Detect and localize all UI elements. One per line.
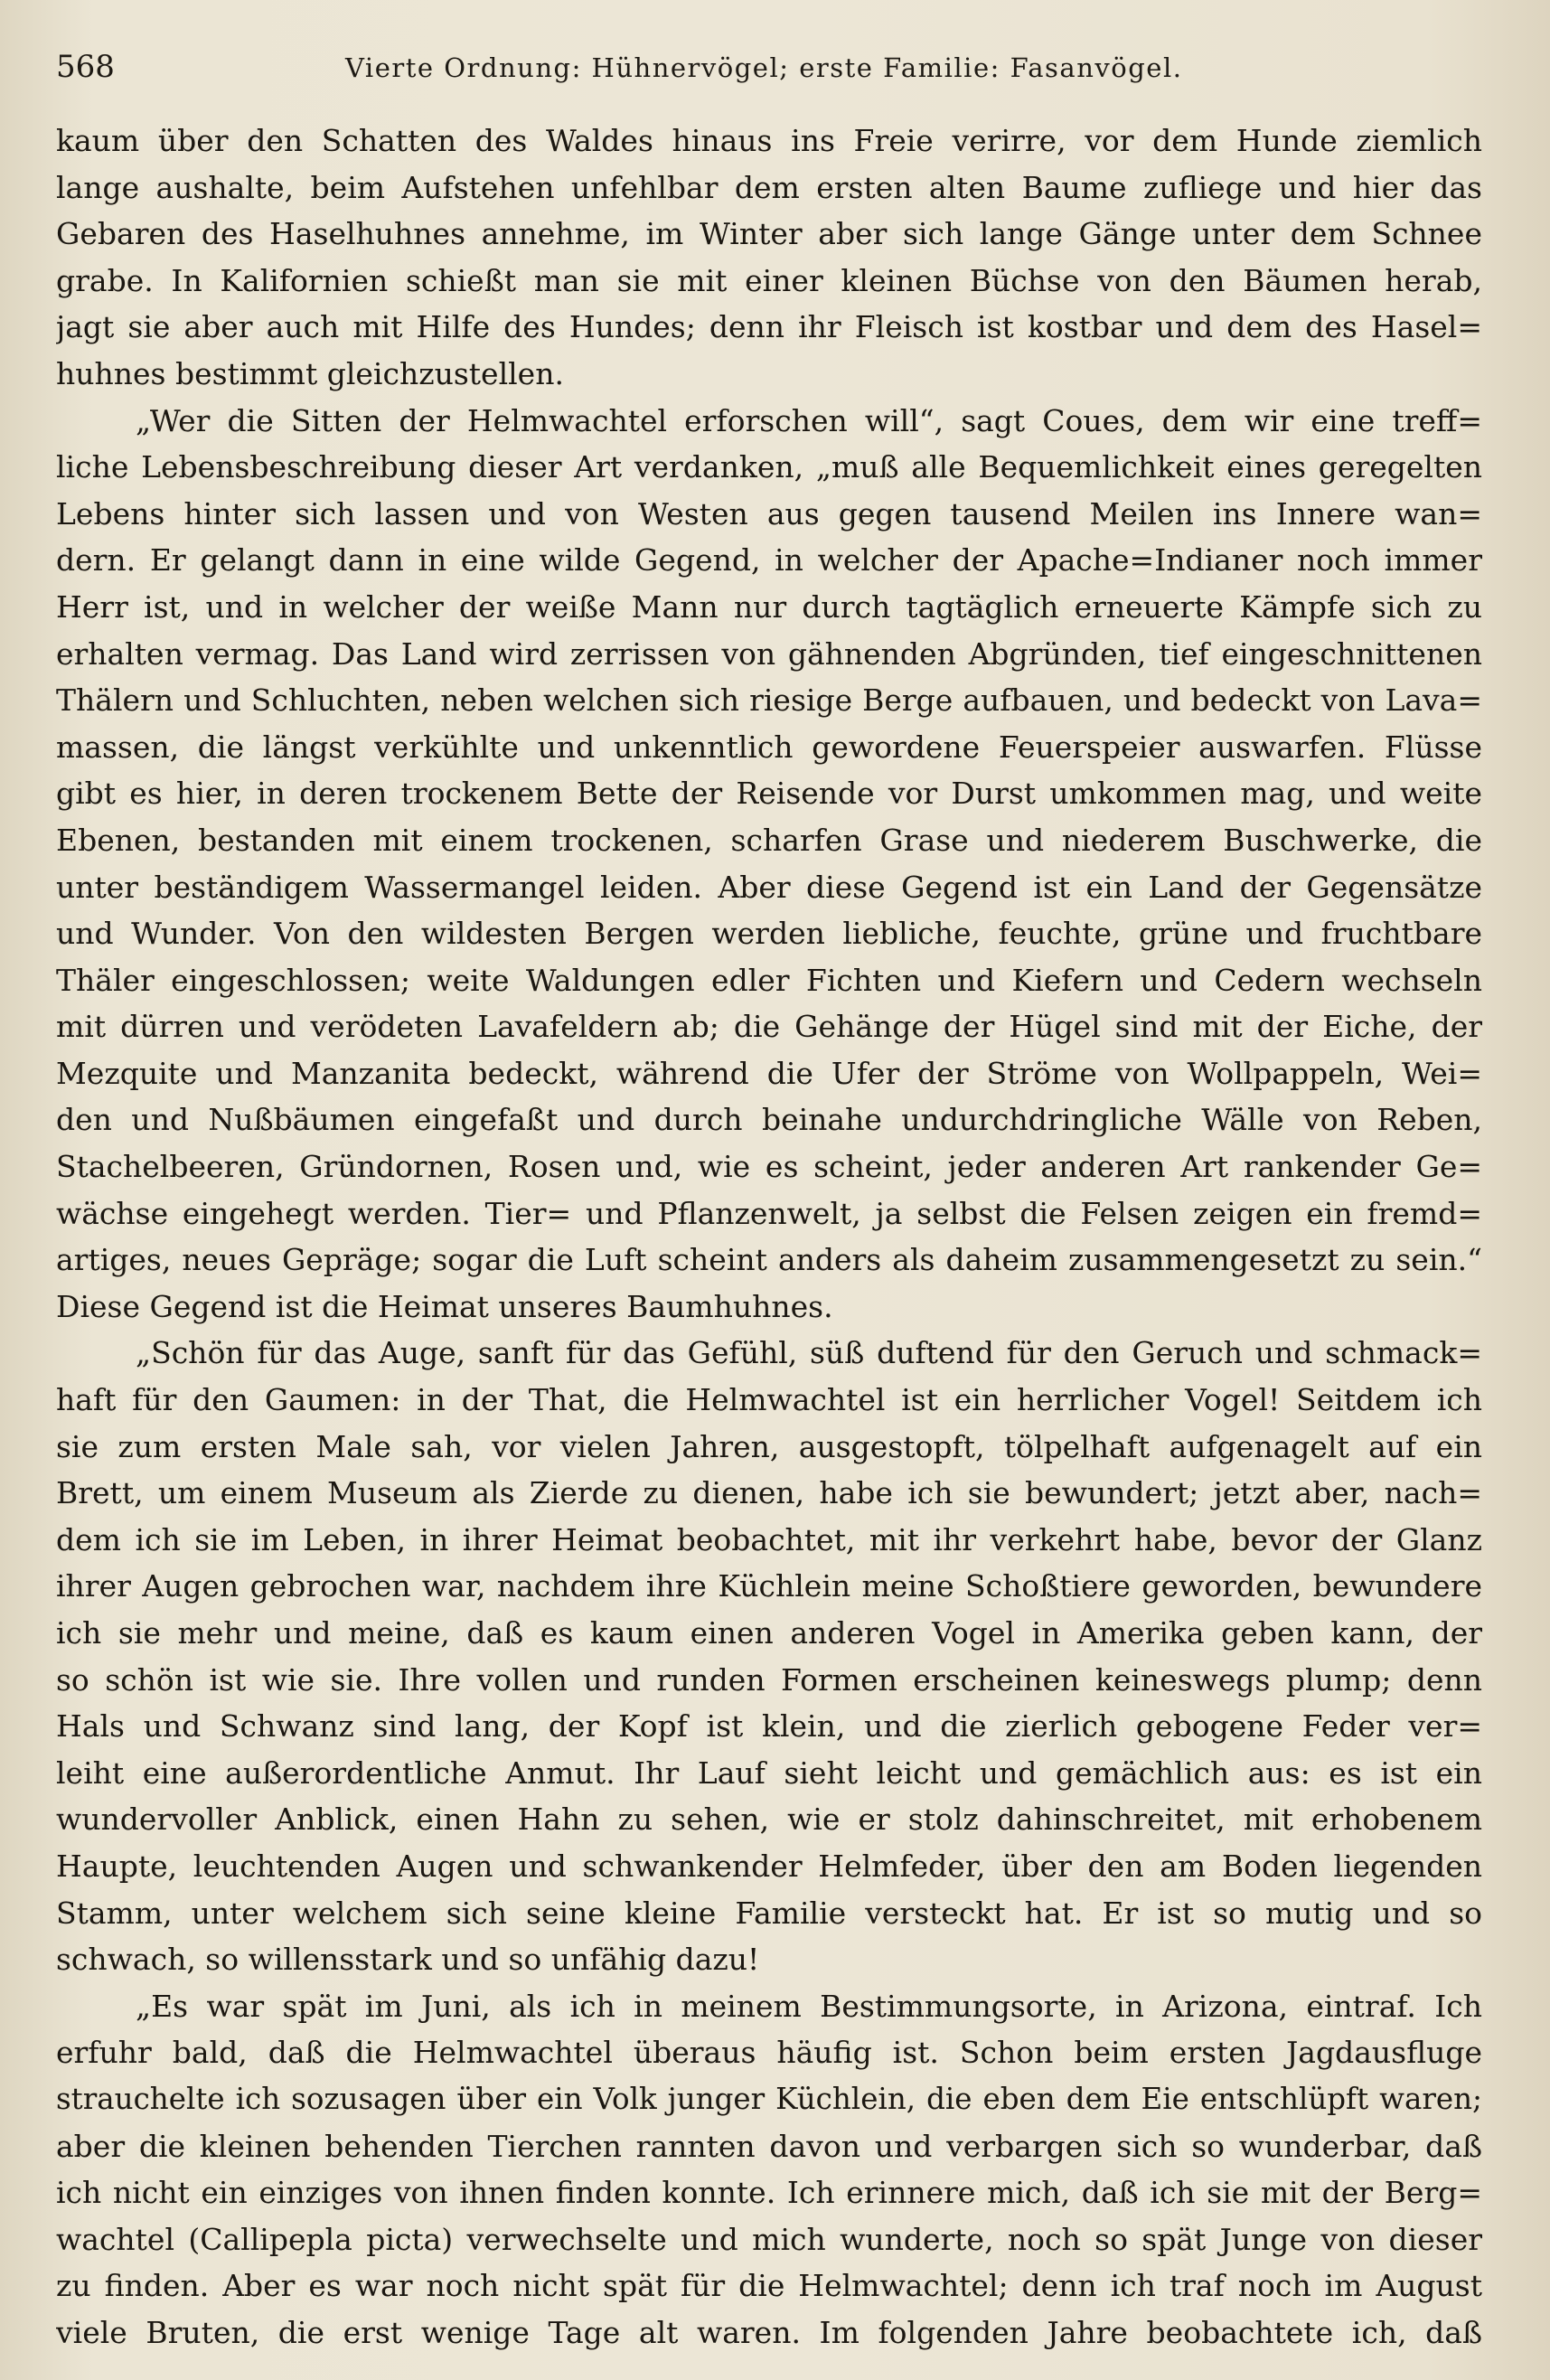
text-line: ich sie mehr und meine, daß es kaum einen anderen Vogel in Amerika geben kann, der (56, 1615, 1482, 1651)
text-line: Hals und Schwanz sind lang, der Kopf ist klein, und die zierlich gebogene Feder ver= (56, 1708, 1482, 1745)
text-line: massen, die längst verkühlte und unkenntlich gewordene Feuerspeier auswarfen. Flüsse (56, 729, 1482, 765)
text-line: so schön ist wie sie. Ihre vollen und runden Formen erscheinen keineswegs plump; denn (56, 1661, 1482, 1698)
text-line: den und Nußbäumen eingefaßt und durch beinahe undurchdringliche Wälle von Reben, (56, 1102, 1482, 1138)
text-line: ich nicht ein einziges von ihnen finden konnte. Ich erinnere mich, daß ich sie mit der Berg= (56, 2175, 1482, 2211)
text-line: wachtel (Callipepla picta) verwechselte und mich wunderte, noch so spät Junge von dieser (56, 2221, 1482, 2257)
text-line: Thäler eingeschlossen; weite Waldungen edler Fichten und Kiefern und Cedern wechseln (56, 962, 1482, 998)
text-line: huhnes bestimmt gleichzustellen. (56, 355, 564, 391)
text-line: Haupte, leuchtenden Augen und schwankender Helmfeder, über den am Boden liegenden (56, 1848, 1482, 1884)
text-line: erhalten vermag. Das Land wird zerrissen von gähnenden Abgründen, tief eingeschnittenen (56, 635, 1482, 672)
text-line: viele Bruten, die erst wenige Tage alt waren. Im folgenden Jahre beobachtete ich, daß (56, 2314, 1482, 2350)
text-line: haft für den Gaumen: in der That, die Helmwachtel ist ein herrlicher Vogel! Seitdem ich (56, 1382, 1482, 1418)
text-line: Gebaren des Haselhuhnes annehme, im Winter aber sich lange Gänge unter dem Schnee (56, 216, 1482, 252)
text-line: jagt sie aber auch mit Hilfe des Hundes; denn ihr Fleisch ist kostbar und dem des Hasel= (56, 309, 1482, 345)
text-line: ihrer Augen gebrochen war, nachdem ihre Küchlein meine Schoßtiere geworden, bewundere (56, 1568, 1482, 1604)
text-line: Stachelbeeren, Gründornen, Rosen und, wie es scheint, jeder anderen Art rankender Ge= (56, 1149, 1482, 1185)
text-line: zu finden. Aber es war noch nicht spät für die Helmwachtel; denn ich traf noch im August (56, 2268, 1482, 2304)
text-line: und Wunder. Von den wildesten Bergen werden liebliche, feuchte, grüne und fruchtbare (56, 916, 1482, 952)
text-line: dem ich sie im Leben, in ihrer Heimat beobachtet, mit ihr verkehrt habe, bevor der Glanz (56, 1521, 1482, 1557)
text-line: Herr ist, und in welcher der weiße Mann nur durch tagtäglich erneuerte Kämpfe sich zu (56, 588, 1482, 625)
text-line: grabe. In Kalifornien schießt man sie mit einer kleinen Büchse von den Bäumen herab, (56, 262, 1482, 298)
page-number: 568 (56, 49, 115, 85)
text-line: Mezquite und Manzanita bedeckt, während die Ufer der Ströme von Wollpappeln, Wei= (56, 1055, 1482, 1091)
text-line: schwach, so willensstark und so unfähig dazu! (56, 1942, 760, 1978)
text-line: lange aushalte, beim Aufstehen unfehlbar dem ersten alten Baume zufliege und hier das (56, 169, 1482, 205)
text-line: wächse eingehegt werden. Tier= und Pflanzenwelt, ja selbst die Felsen zeigen ein fremd= (56, 1195, 1482, 1231)
text-line: unter beständigem Wassermangel leiden. Aber diese Gegend ist ein Land der Gegensätze (56, 869, 1482, 905)
text-line: Diese Gegend ist die Heimat unseres Baumhuhnes. (56, 1288, 833, 1324)
text-line: kaum über den Schatten des Waldes hinaus ins Freie verirre, vor dem Hunde ziemlich (56, 123, 1482, 158)
body-text (56, 118, 1482, 2356)
text-line: erfuhr bald, daß die Helmwachtel überaus häufig ist. Schon beim ersten Jagdausfluge (56, 2035, 1482, 2071)
running-head: Vierte Ordnung: Hühnervögel; erste Familie: Fasanvögel. (345, 52, 1183, 83)
text-line: Thälern und Schluchten, neben welchen sich riesige Berge aufbauen, und bedeckt von Lava= (56, 682, 1482, 719)
text-line: wundervoller Anblick, einen Hahn zu sehen, wie er stolz dahinschreitet, mit erhobenem (56, 1801, 1482, 1838)
text-line: Brett, um einem Museum als Zierde zu dienen, habe ich sie bewundert; jetzt aber, nach= (56, 1475, 1482, 1511)
text-line: liche Lebensbeschreibung dieser Art verdanken, „muß alle Bequemlichkeit eines geregelten (56, 449, 1482, 485)
page-header (56, 45, 1475, 99)
text-line: leiht eine außerordentliche Anmut. Ihr Lauf sieht leicht und gemächlich aus: es ist ein (56, 1754, 1482, 1791)
text-line: „Es war spät im Juni, als ich in meinem Bestimmungsorte, in Arizona, eintraf. Ich (136, 1988, 1482, 2024)
text-line: „Schön für das Auge, sanft für das Gefühl, süß duftend für den Geruch und schmack= (136, 1335, 1482, 1371)
text-line: „Wer die Sitten der Helmwachtel erforschen will“, sagt Coues, dem wir eine treff= (136, 402, 1482, 438)
text-line: artiges, neues Gepräge; sogar die Luft scheint anders als daheim zusammengesetzt zu sein.“ (56, 1242, 1482, 1278)
text-line: Lebens hinter sich lassen und von Westen aus gegen tausend Meilen ins Innere wan= (56, 495, 1482, 532)
text-line: dern. Er gelangt dann in eine wilde Gegend, in welcher der Apache=Indianer noch immer (56, 542, 1482, 579)
text-line: strauchelte ich sozusagen über ein Volk junger Küchlein, die eben dem Eie entschlüpft waren; (56, 2081, 1482, 2116)
text-line: Ebenen, bestanden mit einem trockenen, scharfen Grase und niederem Buschwerke, die (56, 822, 1482, 858)
text-line: mit dürren und verödeten Lavafeldern ab; die Gehänge der Hügel sind mit der Eiche, der (56, 1009, 1482, 1045)
text-line: gibt es hier, in deren trockenem Bette der Reisende vor Durst umkommen mag, und weite (56, 776, 1482, 812)
text-line: sie zum ersten Male sah, vor vielen Jahren, ausgestopft, tölpelhaft aufgenagelt auf ein (56, 1428, 1482, 1464)
text-line: Stamm, unter welchem sich seine kleine Familie versteckt hat. Er ist so mutig und so (56, 1895, 1482, 1931)
text-line: aber die kleinen behenden Tierchen rannten davon und verbargen sich so wunderbar, daß (56, 2128, 1482, 2164)
